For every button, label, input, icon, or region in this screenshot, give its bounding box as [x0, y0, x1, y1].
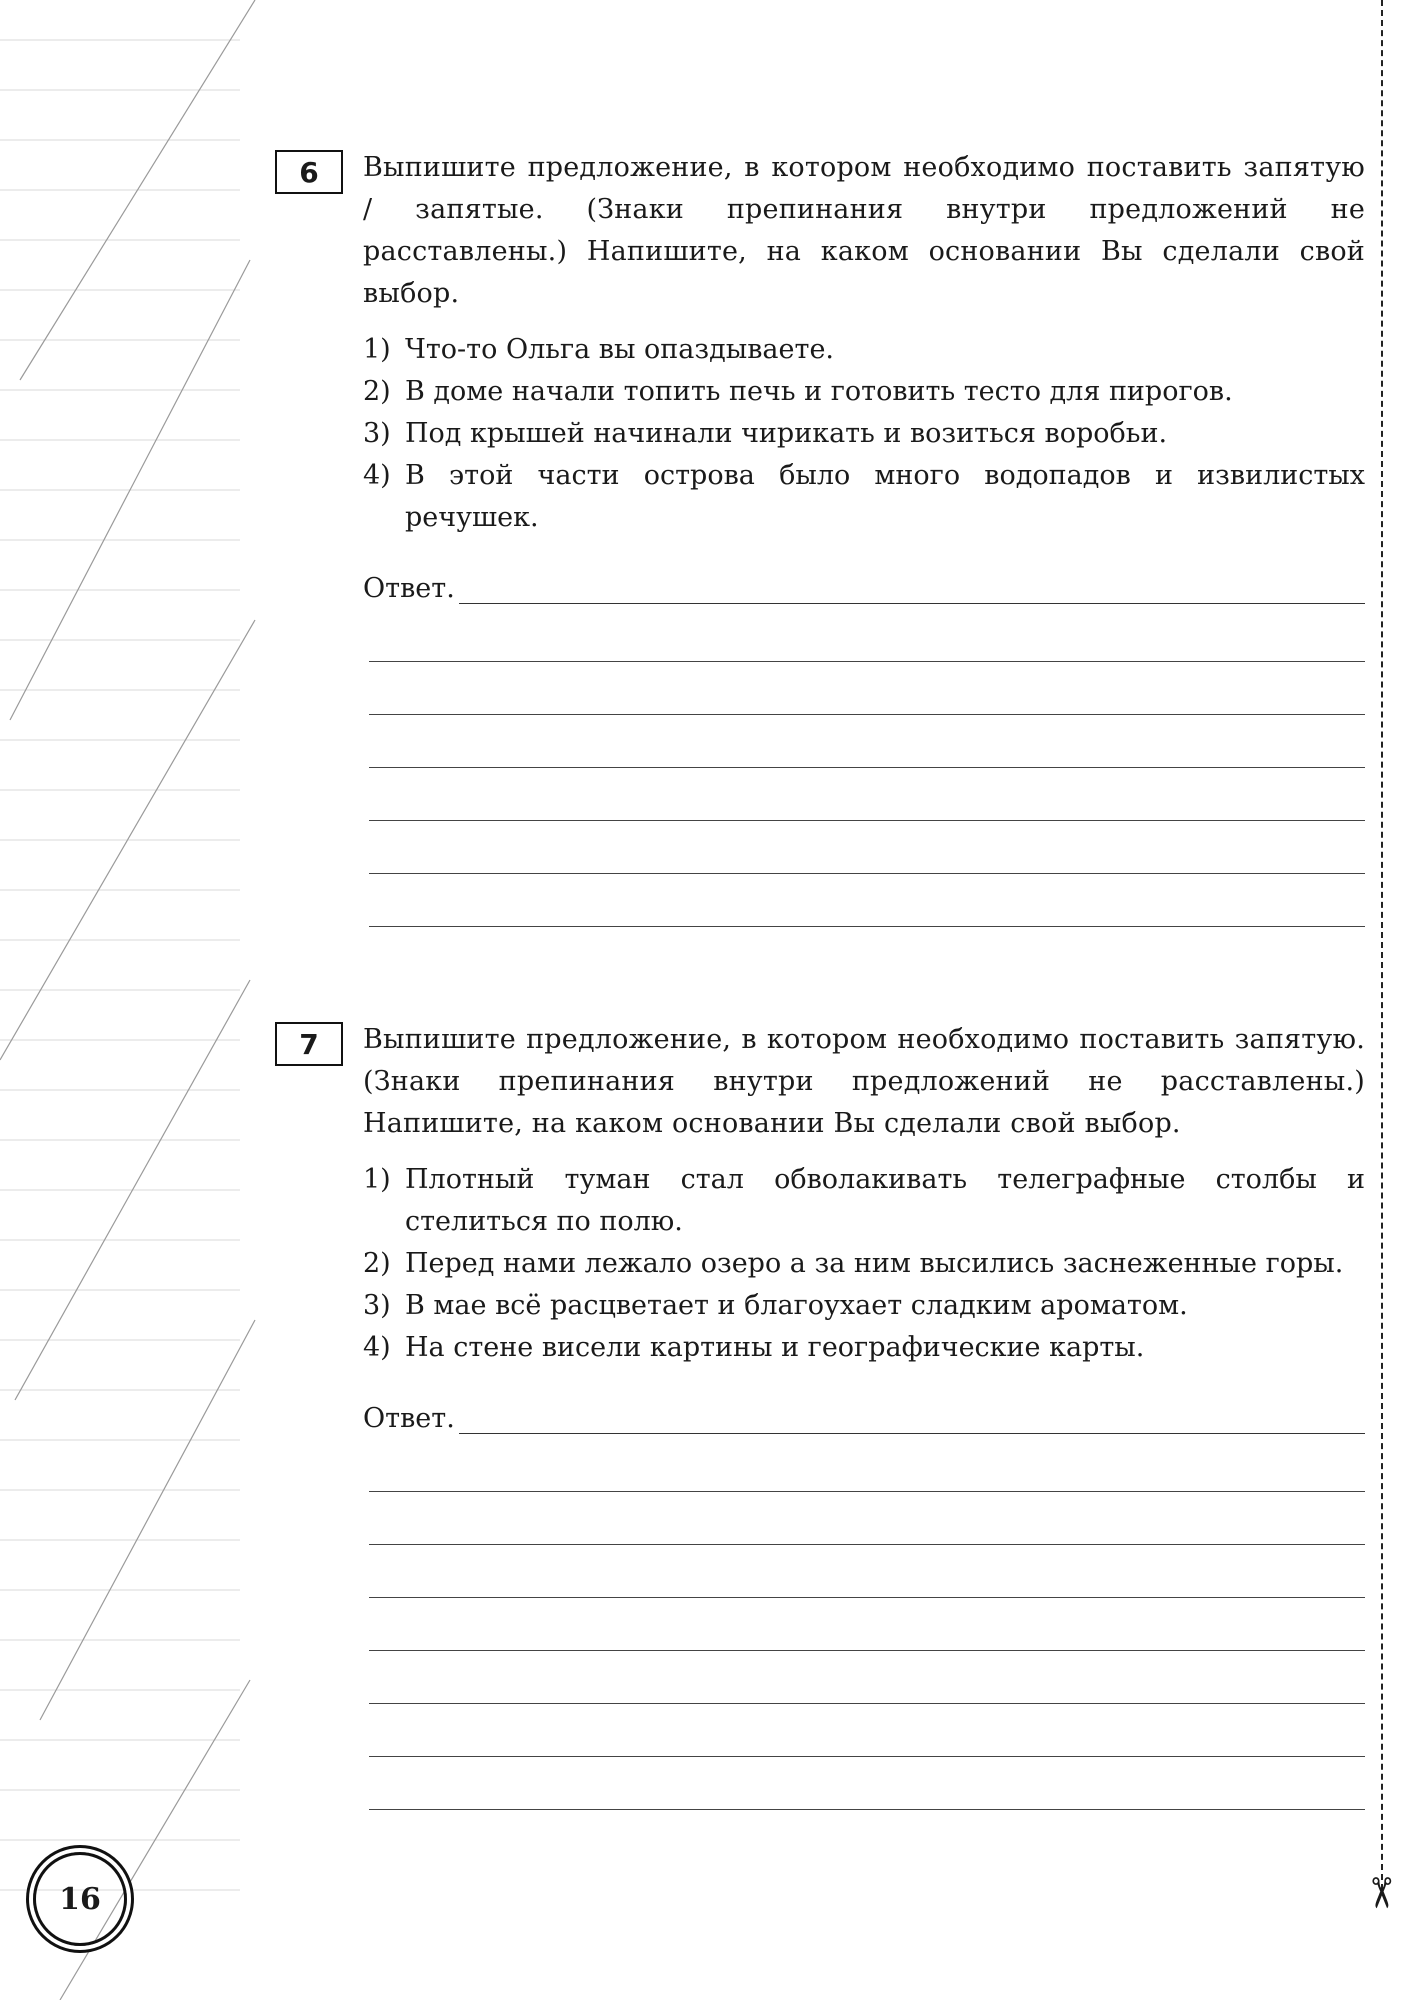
answer-area[interactable]	[363, 1399, 1365, 1810]
option-3	[363, 413, 1365, 455]
option-number: 1)	[363, 1164, 391, 1195]
option-text: В доме начали топить печь и готовить тесто для пирогов.	[405, 376, 1233, 407]
answer-line[interactable]	[369, 821, 1365, 874]
option-list	[363, 1159, 1365, 1369]
option-2	[363, 371, 1365, 413]
answer-line[interactable]	[459, 1433, 1365, 1434]
option-number: 4)	[363, 1332, 391, 1363]
answer-line[interactable]	[369, 609, 1365, 662]
task-6	[275, 150, 1365, 927]
task-prompt: Выпишите предложение, в котором необходимо поставить запятую / запятые. (Знаки препинания внутри предложений не расставлены.) Напишите, на каком основании Вы сделали свой выбор.	[363, 152, 1365, 309]
option-text: В этой части острова было много водопадов и извилистых речушек.	[405, 460, 1365, 533]
option-text: Что-то Ольга вы опаздываете.	[405, 334, 835, 365]
answer-line[interactable]	[369, 1598, 1365, 1651]
answer-line[interactable]	[369, 1492, 1365, 1545]
answer-label: Ответ.	[363, 1403, 455, 1434]
answer-line[interactable]	[369, 874, 1365, 927]
option-number: 2)	[363, 376, 391, 407]
option-1	[363, 1159, 1365, 1243]
page-number: 16	[33, 1852, 127, 1946]
option-text: Плотный туман стал обволакивать телеграфные столбы и стелиться по полю.	[405, 1164, 1365, 1237]
answer-line[interactable]	[459, 603, 1365, 604]
option-2	[363, 1243, 1365, 1285]
answer-line[interactable]	[369, 662, 1365, 715]
option-text: Перед нами лежало озеро а за ним высились заснеженные горы.	[405, 1248, 1344, 1279]
option-text: На стене висели картины и географические карты.	[405, 1332, 1145, 1363]
answer-line[interactable]	[369, 715, 1365, 768]
answer-label: Ответ.	[363, 573, 455, 604]
answer-line[interactable]	[369, 1651, 1365, 1704]
option-number: 1)	[363, 334, 391, 365]
option-number: 2)	[363, 1248, 391, 1279]
option-1	[363, 329, 1365, 371]
task-prompt: Выпишите предложение, в котором необходимо поставить запятую. (Знаки препинания внутри предложений не расставлены.) Напишите, на каком основании Вы сделали свой выбор.	[363, 1024, 1365, 1139]
option-number: 3)	[363, 1290, 391, 1321]
scissors-icon: ✂	[1356, 1875, 1406, 1911]
task-7	[275, 1022, 1365, 1810]
option-text: В мае всё расцветает и благоухает сладким ароматом.	[405, 1290, 1188, 1321]
option-4	[363, 455, 1365, 539]
answer-line[interactable]	[369, 1545, 1365, 1598]
cut-line	[1381, 0, 1383, 1890]
option-text: Под крышей начинали чирикать и возиться воробьи.	[405, 418, 1168, 449]
answer-area[interactable]	[363, 569, 1365, 927]
task-number: 7	[275, 1022, 343, 1066]
answer-line[interactable]	[369, 1757, 1365, 1810]
answer-line[interactable]	[369, 1439, 1365, 1492]
answer-line[interactable]	[369, 1704, 1365, 1757]
option-number: 4)	[363, 460, 391, 491]
option-list	[363, 329, 1365, 539]
option-4	[363, 1327, 1365, 1369]
task-number: 6	[275, 150, 343, 194]
answer-line[interactable]	[369, 768, 1365, 821]
option-number: 3)	[363, 418, 391, 449]
option-3	[363, 1285, 1365, 1327]
margin-guidelines	[0, 0, 270, 2000]
